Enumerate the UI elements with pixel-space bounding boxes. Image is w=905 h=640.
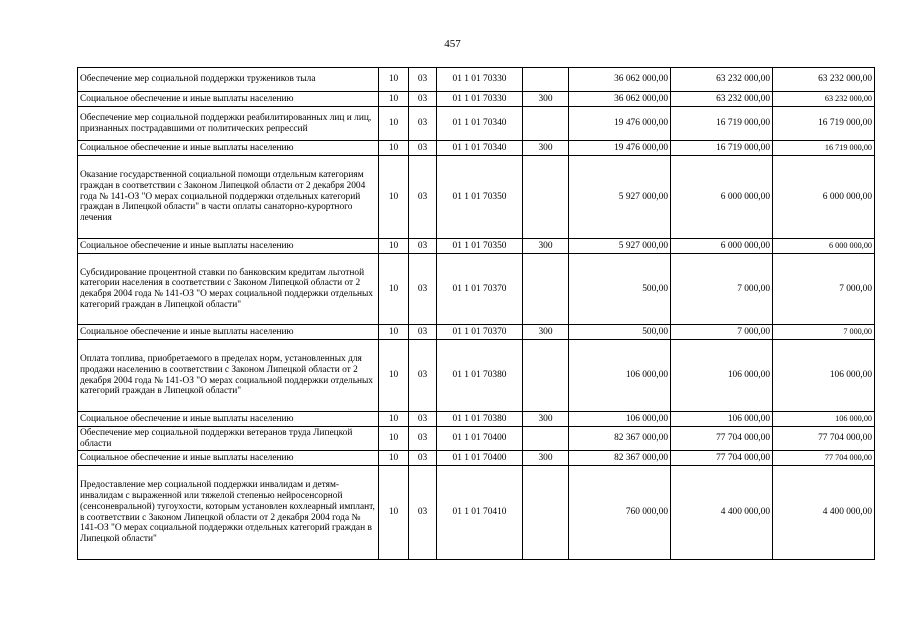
row-subsection: 03 bbox=[409, 451, 437, 466]
row-section: 10 bbox=[379, 451, 409, 466]
row-type: 300 bbox=[523, 451, 569, 466]
table-row bbox=[78, 156, 875, 239]
row-section: 10 bbox=[379, 92, 409, 107]
row-value-3: 7 000,00 bbox=[773, 325, 875, 340]
row-subsection: 03 bbox=[409, 92, 437, 107]
row-name: Обеспечение мер социальной поддержки реабилитированных лиц и лиц, признанных пострадавшими от политических репрессий bbox=[78, 107, 379, 141]
row-code: 01 1 01 70330 bbox=[437, 68, 523, 92]
row-value-2: 77 704 000,00 bbox=[671, 427, 773, 451]
row-subsection: 03 bbox=[409, 340, 437, 412]
row-section: 10 bbox=[379, 156, 409, 239]
row-value-2: 63 232 000,00 bbox=[671, 68, 773, 92]
row-type: 300 bbox=[523, 412, 569, 427]
row-name: Социальное обеспечение и иные выплаты населению bbox=[78, 92, 379, 107]
row-value-3: 16 719 000,00 bbox=[773, 141, 875, 156]
row-value-2: 106 000,00 bbox=[671, 412, 773, 427]
row-section: 10 bbox=[379, 68, 409, 92]
table-row bbox=[78, 107, 875, 141]
row-value-3: 77 704 000,00 bbox=[773, 427, 875, 451]
row-subsection: 03 bbox=[409, 412, 437, 427]
table-row bbox=[78, 141, 875, 156]
page-number: 457 bbox=[444, 38, 461, 50]
row-section: 10 bbox=[379, 466, 409, 560]
table-row bbox=[78, 239, 875, 254]
row-type: 300 bbox=[523, 239, 569, 254]
row-value-1: 82 367 000,00 bbox=[569, 427, 671, 451]
row-section: 10 bbox=[379, 107, 409, 141]
row-name: Субсидирование процентной ставки по банковским кредитам льготной категории населения в соответствии с Законом Липецкой области от 2 декабря 2004 года № 141-ОЗ "О мерах социальной поддержки отдельных категорий граждан в Липецкой области" bbox=[78, 254, 379, 325]
row-section: 10 bbox=[379, 239, 409, 254]
row-name: Социальное обеспечение и иные выплаты населению bbox=[78, 239, 379, 254]
row-name: Социальное обеспечение и иные выплаты населению bbox=[78, 325, 379, 340]
table-row bbox=[78, 68, 875, 92]
table-row bbox=[78, 254, 875, 325]
row-code: 01 1 01 70370 bbox=[437, 325, 523, 340]
row-value-1: 760 000,00 bbox=[569, 466, 671, 560]
row-value-2: 77 704 000,00 bbox=[671, 451, 773, 466]
row-value-2: 106 000,00 bbox=[671, 340, 773, 412]
row-value-3: 63 232 000,00 bbox=[773, 92, 875, 107]
row-code: 01 1 01 70400 bbox=[437, 427, 523, 451]
row-type: 300 bbox=[523, 92, 569, 107]
row-code: 01 1 01 70400 bbox=[437, 451, 523, 466]
row-value-3: 63 232 000,00 bbox=[773, 68, 875, 92]
row-value-3: 6 000 000,00 bbox=[773, 156, 875, 239]
row-value-2: 16 719 000,00 bbox=[671, 141, 773, 156]
row-value-3: 106 000,00 bbox=[773, 412, 875, 427]
row-type bbox=[523, 466, 569, 560]
row-section: 10 bbox=[379, 427, 409, 451]
row-value-2: 7 000,00 bbox=[671, 254, 773, 325]
row-name: Социальное обеспечение и иные выплаты населению bbox=[78, 141, 379, 156]
row-value-2: 6 000 000,00 bbox=[671, 156, 773, 239]
row-subsection: 03 bbox=[409, 325, 437, 340]
row-value-1: 82 367 000,00 bbox=[569, 451, 671, 466]
row-section: 10 bbox=[379, 340, 409, 412]
row-type bbox=[523, 340, 569, 412]
row-value-2: 7 000,00 bbox=[671, 325, 773, 340]
row-code: 01 1 01 70380 bbox=[437, 340, 523, 412]
row-value-3: 6 000 000,00 bbox=[773, 239, 875, 254]
row-value-1: 5 927 000,00 bbox=[569, 239, 671, 254]
row-section: 10 bbox=[379, 325, 409, 340]
row-code: 01 1 01 70410 bbox=[437, 466, 523, 560]
row-value-1: 19 476 000,00 bbox=[569, 107, 671, 141]
row-value-1: 5 927 000,00 bbox=[569, 156, 671, 239]
row-code: 01 1 01 70380 bbox=[437, 412, 523, 427]
row-type bbox=[523, 156, 569, 239]
row-name: Оказание государственной социальной помощи отдельным категориям граждан в соответствии с Законом Липецкой области от 2 декабря 2004 года № 141-ОЗ "О мерах социальной поддержки отдельных категорий граждан в Липецкой области" в части оплаты санаторно-курортного лечения bbox=[78, 156, 379, 239]
row-type: 300 bbox=[523, 141, 569, 156]
row-value-1: 500,00 bbox=[569, 325, 671, 340]
row-value-2: 16 719 000,00 bbox=[671, 107, 773, 141]
row-code: 01 1 01 70350 bbox=[437, 239, 523, 254]
row-name: Социальное обеспечение и иные выплаты населению bbox=[78, 412, 379, 427]
row-value-3: 16 719 000,00 bbox=[773, 107, 875, 141]
row-subsection: 03 bbox=[409, 466, 437, 560]
row-value-1: 36 062 000,00 bbox=[569, 92, 671, 107]
row-value-1: 19 476 000,00 bbox=[569, 141, 671, 156]
row-code: 01 1 01 70330 bbox=[437, 92, 523, 107]
row-code: 01 1 01 70340 bbox=[437, 141, 523, 156]
table-row bbox=[78, 451, 875, 466]
row-subsection: 03 bbox=[409, 68, 437, 92]
row-subsection: 03 bbox=[409, 141, 437, 156]
table-row bbox=[78, 427, 875, 451]
row-type bbox=[523, 427, 569, 451]
row-code: 01 1 01 70370 bbox=[437, 254, 523, 325]
budget-table bbox=[77, 67, 875, 560]
row-value-3: 4 400 000,00 bbox=[773, 466, 875, 560]
row-code: 01 1 01 70340 bbox=[437, 107, 523, 141]
row-name: Оплата топлива, приобретаемого в пределах норм, установленных для продажи населению в соответствии с Законом Липецкой области от 2 декабря 2004 года № 141-ОЗ "О мерах социальной поддержки отдельных категорий граждан в Липецкой области" bbox=[78, 340, 379, 412]
row-value-3: 77 704 000,00 bbox=[773, 451, 875, 466]
row-type bbox=[523, 254, 569, 325]
row-value-2: 6 000 000,00 bbox=[671, 239, 773, 254]
row-type: 300 bbox=[523, 325, 569, 340]
row-section: 10 bbox=[379, 412, 409, 427]
row-value-1: 36 062 000,00 bbox=[569, 68, 671, 92]
row-value-3: 7 000,00 bbox=[773, 254, 875, 325]
table-row bbox=[78, 325, 875, 340]
row-type bbox=[523, 107, 569, 141]
row-name: Предоставление мер социальной поддержки инвалидам и детям-инвалидам с выраженной или тяжелой степенью нейросенсорной (сенсоневральной) тугоухости, которым установлен кохлеарный имплант, в соответствии с Законом Липецкой области от 2 декабря 2004 года № 141-ОЗ "О мерах социальной поддержки отдельных категорий граждан в Липецкой области" bbox=[78, 466, 379, 560]
row-value-2: 63 232 000,00 bbox=[671, 92, 773, 107]
row-type bbox=[523, 68, 569, 92]
row-subsection: 03 bbox=[409, 156, 437, 239]
row-section: 10 bbox=[379, 254, 409, 325]
row-value-1: 500,00 bbox=[569, 254, 671, 325]
row-section: 10 bbox=[379, 141, 409, 156]
row-code: 01 1 01 70350 bbox=[437, 156, 523, 239]
row-value-1: 106 000,00 bbox=[569, 412, 671, 427]
row-value-2: 4 400 000,00 bbox=[671, 466, 773, 560]
row-value-1: 106 000,00 bbox=[569, 340, 671, 412]
table-row bbox=[78, 466, 875, 560]
row-value-3: 106 000,00 bbox=[773, 340, 875, 412]
row-name: Обеспечение мер социальной поддержки тружеников тыла bbox=[78, 68, 379, 92]
row-subsection: 03 bbox=[409, 254, 437, 325]
row-subsection: 03 bbox=[409, 239, 437, 254]
row-subsection: 03 bbox=[409, 427, 437, 451]
row-name: Социальное обеспечение и иные выплаты населению bbox=[78, 451, 379, 466]
table-row bbox=[78, 340, 875, 412]
table-row bbox=[78, 92, 875, 107]
row-subsection: 03 bbox=[409, 107, 437, 141]
table-row bbox=[78, 412, 875, 427]
row-name: Обеспечение мер социальной поддержки ветеранов труда Липецкой области bbox=[78, 427, 379, 451]
